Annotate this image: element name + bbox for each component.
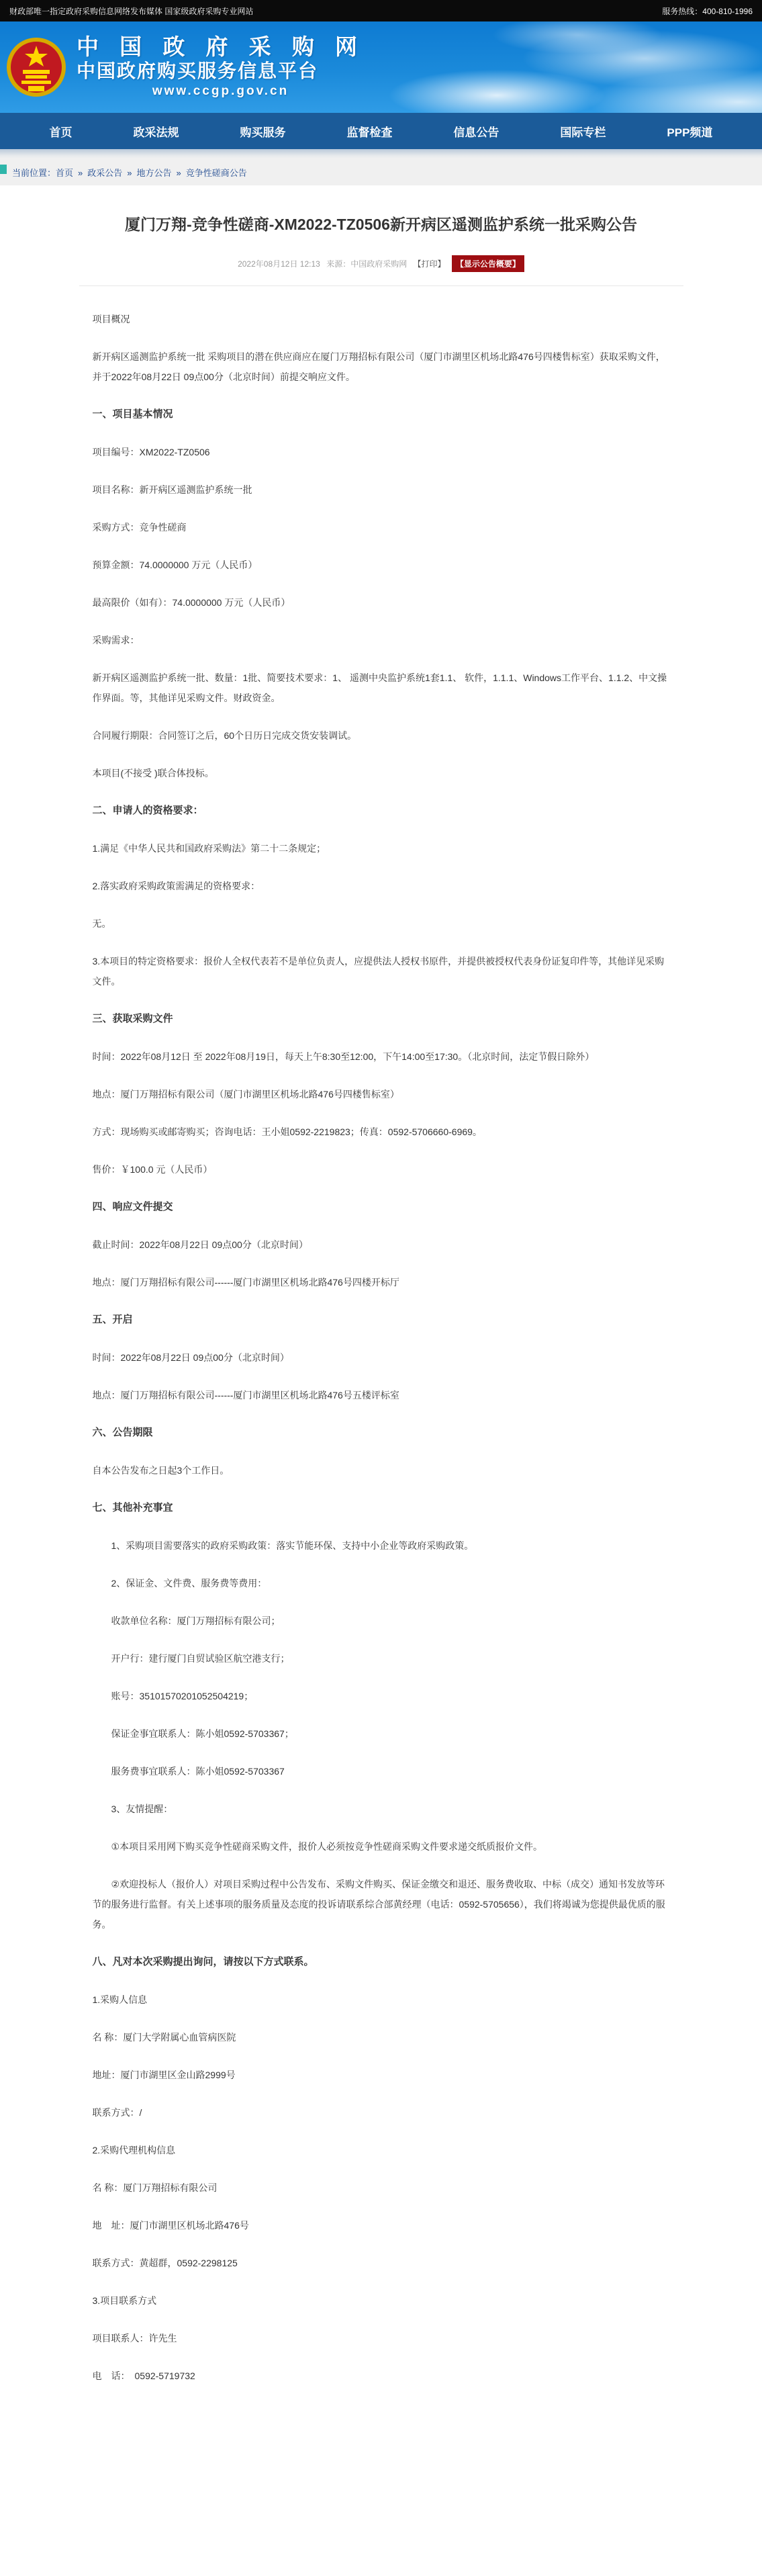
- article-paragraph: 1.采购人信息: [92, 1994, 148, 2005]
- publish-date: 2022年08月12日 12:13: [238, 259, 320, 269]
- article-body: [93, 309, 670, 2442]
- article-paragraph: 名 称：厦门大学附属心血管病医院: [92, 2032, 236, 2043]
- article-paragraph: 售价：￥100.0 元（人民币）: [92, 1164, 213, 1175]
- article-paragraph: 自本公告发布之日起3个工作日。: [92, 1465, 230, 1476]
- section-heading: 五、开启: [92, 1314, 133, 1325]
- article-paragraph: 无。: [92, 918, 111, 929]
- article-paragraph: 合同履行期限：合同签订之后，60个日历日完成交货安装调试。: [92, 730, 357, 741]
- article-paragraph: 时间：2022年08月22日 09点00分（北京时间）: [92, 1352, 289, 1363]
- page-title: 厦门万翔-竞争性磋商-XM2022-TZ0506新开病区遥测监护系统一批采购公告: [125, 216, 637, 233]
- breadcrumb: [0, 159, 762, 185]
- article-paragraph: 地点：厦门万翔招标有限公司（厦门市湖里区机场北路476号四楼售标室）: [92, 1089, 399, 1100]
- article-paragraph: 项目编号：XM2022-TZ0506: [92, 447, 210, 457]
- article-paragraph: 名 称：厦门万翔招标有限公司: [92, 2182, 218, 2193]
- section-heading: 六、公告期限: [92, 1427, 153, 1438]
- article-paragraph: 采购需求：: [92, 635, 140, 646]
- article-paragraph: 截止时间：2022年08月22日 09点00分（北京时间）: [92, 1239, 308, 1250]
- article-paragraph: 3.本项目的特定资格要求：报价人全权代表若不是单位负责人，应提供法人授权书原件，并提供被授权代表身份证复印件等，其他详见采购文件。: [92, 956, 665, 987]
- section-heading: 八、凡对本次采购提出询问，请按以下方式联系。: [92, 1956, 314, 1967]
- breadcrumb-label: 当前位置：: [12, 167, 56, 178]
- article-paragraph: 账号：35101570201052504219；: [111, 1691, 254, 1701]
- breadcrumb-item-2[interactable]: 地方公告: [136, 167, 172, 178]
- article-meta: [0, 255, 762, 272]
- site-title: 中 国 政 府 采 购 网: [77, 34, 365, 59]
- top-bar: [0, 0, 762, 21]
- article-paragraph: 预算金额：74.0000000 万元（人民币）: [92, 560, 258, 570]
- top-bar-slogan: 财政部唯一指定政府采购信息网络发布媒体 国家级政府采购专业网站: [9, 6, 254, 16]
- article-paragraph: 2.采购代理机构信息: [92, 2145, 176, 2156]
- section-heading: 一、项目基本情况: [92, 408, 173, 420]
- article-paragraph: 地址：厦门市湖里区金山路2999号: [92, 2070, 236, 2080]
- section-heading: 三、获取采购文件: [92, 1013, 173, 1024]
- show-summary-button[interactable]: 【显示公告概要】: [452, 255, 524, 272]
- article-paragraph: 2.落实政府采购政策需满足的资格要求：: [92, 881, 260, 891]
- breadcrumb-marker-icon: [0, 165, 7, 174]
- site-subtitle: 中国政府购买服务信息平台: [77, 60, 319, 81]
- article-paragraph: 电 话： 0592-5719732: [92, 2370, 195, 2381]
- service-hotline: 服务热线：400-810-1996: [662, 6, 753, 16]
- article-paragraph: 1.满足《中华人民共和国政府采购法》第二十二条规定；: [92, 843, 326, 854]
- site-header: [0, 21, 762, 113]
- article-paragraph: 本项目(不接受 )联合体投标。: [92, 768, 214, 779]
- nav-item-1[interactable]: 政采法规: [133, 126, 179, 139]
- article-paragraph: 3、友情提醒：: [111, 1804, 173, 1814]
- article-paragraph: 1、采购项目需要落实的政府采购政策：落实节能环保、支持中小企业等政府采购政策。: [111, 1540, 474, 1551]
- breadcrumb-trail: [56, 166, 247, 179]
- article-paragraph: ②欢迎投标人（报价人）对项目采购过程中公告发布、采购文件购买、保证金缴交和退还、服务费收取、中标（成交）通知书发放等环节的服务进行监督。有关上述事项的服务质量及态度的投诉请联系综合部黄经理（电话：0592-5705656），我们将竭诚为您提供最优质的服务。: [92, 1879, 665, 1930]
- article-paragraph: 新开病区遥测监护系统一批、数量：1批、简要技术要求：1、 遥测中央监护系统1套1.1、 软件，1.1.1、Windows工作平台、1.1.2、中文操作界面。等，其他详见采购文件。财政资金。: [92, 672, 667, 703]
- article-paragraph: 联系方式：/: [92, 2107, 142, 2118]
- source-label: 来源：中国政府采购网: [326, 259, 408, 269]
- article-paragraph: 2、保证金、文件费、服务费等费用：: [111, 1578, 267, 1589]
- site-url: www.ccgp.gov.cn: [152, 84, 289, 98]
- article-paragraph: 收款单位名称：厦门万翔招标有限公司；: [111, 1615, 281, 1626]
- article-paragraph: 3.项目联系方式: [92, 2295, 157, 2306]
- nav-item-6[interactable]: PPP频道: [667, 126, 713, 139]
- article-paragraph: ①本项目采用网下购买竞争性磋商采购文件，报价人必须按竞争性磋商采购文件要求递交纸质报价文件。: [111, 1841, 543, 1852]
- nav-item-3[interactable]: 监督检查: [346, 126, 393, 139]
- article-paragraph: 保证金事宜联系人：陈小姐0592-5703367；: [111, 1728, 294, 1739]
- national-emblem-icon: [5, 31, 67, 103]
- print-button[interactable]: 【打印】: [413, 259, 446, 269]
- article-paragraph: 地点：厦门万翔招标有限公司------厦门市湖里区机场北路476号五楼评标室: [92, 1390, 399, 1401]
- breadcrumb-item-1[interactable]: 政采公告: [87, 167, 123, 178]
- breadcrumb-separator: »: [176, 167, 181, 178]
- article-paragraph: 采购方式：竞争性磋商: [92, 522, 187, 533]
- article-paragraph: 最高限价（如有）：74.0000000 万元（人民币）: [92, 597, 291, 608]
- section-heading: 七、其他补充事宜: [92, 1502, 173, 1513]
- article-paragraph: 项目名称：新开病区遥测监护系统一批: [92, 484, 252, 495]
- article-paragraph: 地点：厦门万翔招标有限公司------厦门市湖里区机场北路476号四楼开标厅: [92, 1277, 399, 1288]
- site-logo: [77, 34, 365, 100]
- nav-item-4[interactable]: 信息公告: [453, 126, 499, 139]
- article-paragraph: 开户行：建行厦门自贸试验区航空港支行；: [111, 1653, 290, 1664]
- nav-item-2[interactable]: 购买服务: [240, 126, 286, 139]
- section-heading: 四、响应文件提交: [92, 1201, 173, 1212]
- article-paragraph: 新开病区遥测监护系统一批 采购项目的潜在供应商应在厦门万翔招标有限公司（厦门市湖里区机场北路476号四楼售标室）获取采购文件，并于2022年08月22日 09点00分（北京时间）前提交响应文件。: [92, 351, 665, 382]
- breadcrumb-separator: »: [78, 167, 83, 178]
- main-nav: [0, 113, 762, 149]
- breadcrumb-separator: »: [127, 167, 132, 178]
- nav-item-5[interactable]: 国际专栏: [560, 126, 606, 139]
- nav-item-0[interactable]: 首页: [49, 126, 73, 139]
- nav-gradient-strip: [0, 149, 762, 159]
- article-paragraph: 时间：2022年08月12日 至 2022年08月19日，每天上午8:30至12:00，下午14:00至17:30。（北京时间，法定节假日除外）: [92, 1051, 595, 1062]
- announcement-article: [0, 185, 762, 2442]
- breadcrumb-item-3: 竞争性磋商公告: [185, 167, 247, 178]
- article-paragraph: 地 址：厦门市湖里区机场北路476号: [92, 2220, 249, 2231]
- article-paragraph: 联系方式：黄超群，0592-2298125: [92, 2258, 238, 2268]
- article-paragraph: 服务费事宜联系人：陈小姐0592-5703367: [111, 1766, 285, 1777]
- meta-divider: [79, 285, 683, 286]
- article-paragraph: 项目概况: [92, 314, 130, 324]
- article-paragraph: 方式：现场购买或邮寄购买；咨询电话：王小姐0592-2219823；传真：0592-5706660-6969。: [92, 1126, 482, 1137]
- breadcrumb-item-0[interactable]: 首页: [56, 167, 74, 178]
- article-paragraph: 项目联系人：许先生: [92, 2333, 177, 2344]
- section-heading: 二、申请人的资格要求：: [92, 805, 203, 816]
